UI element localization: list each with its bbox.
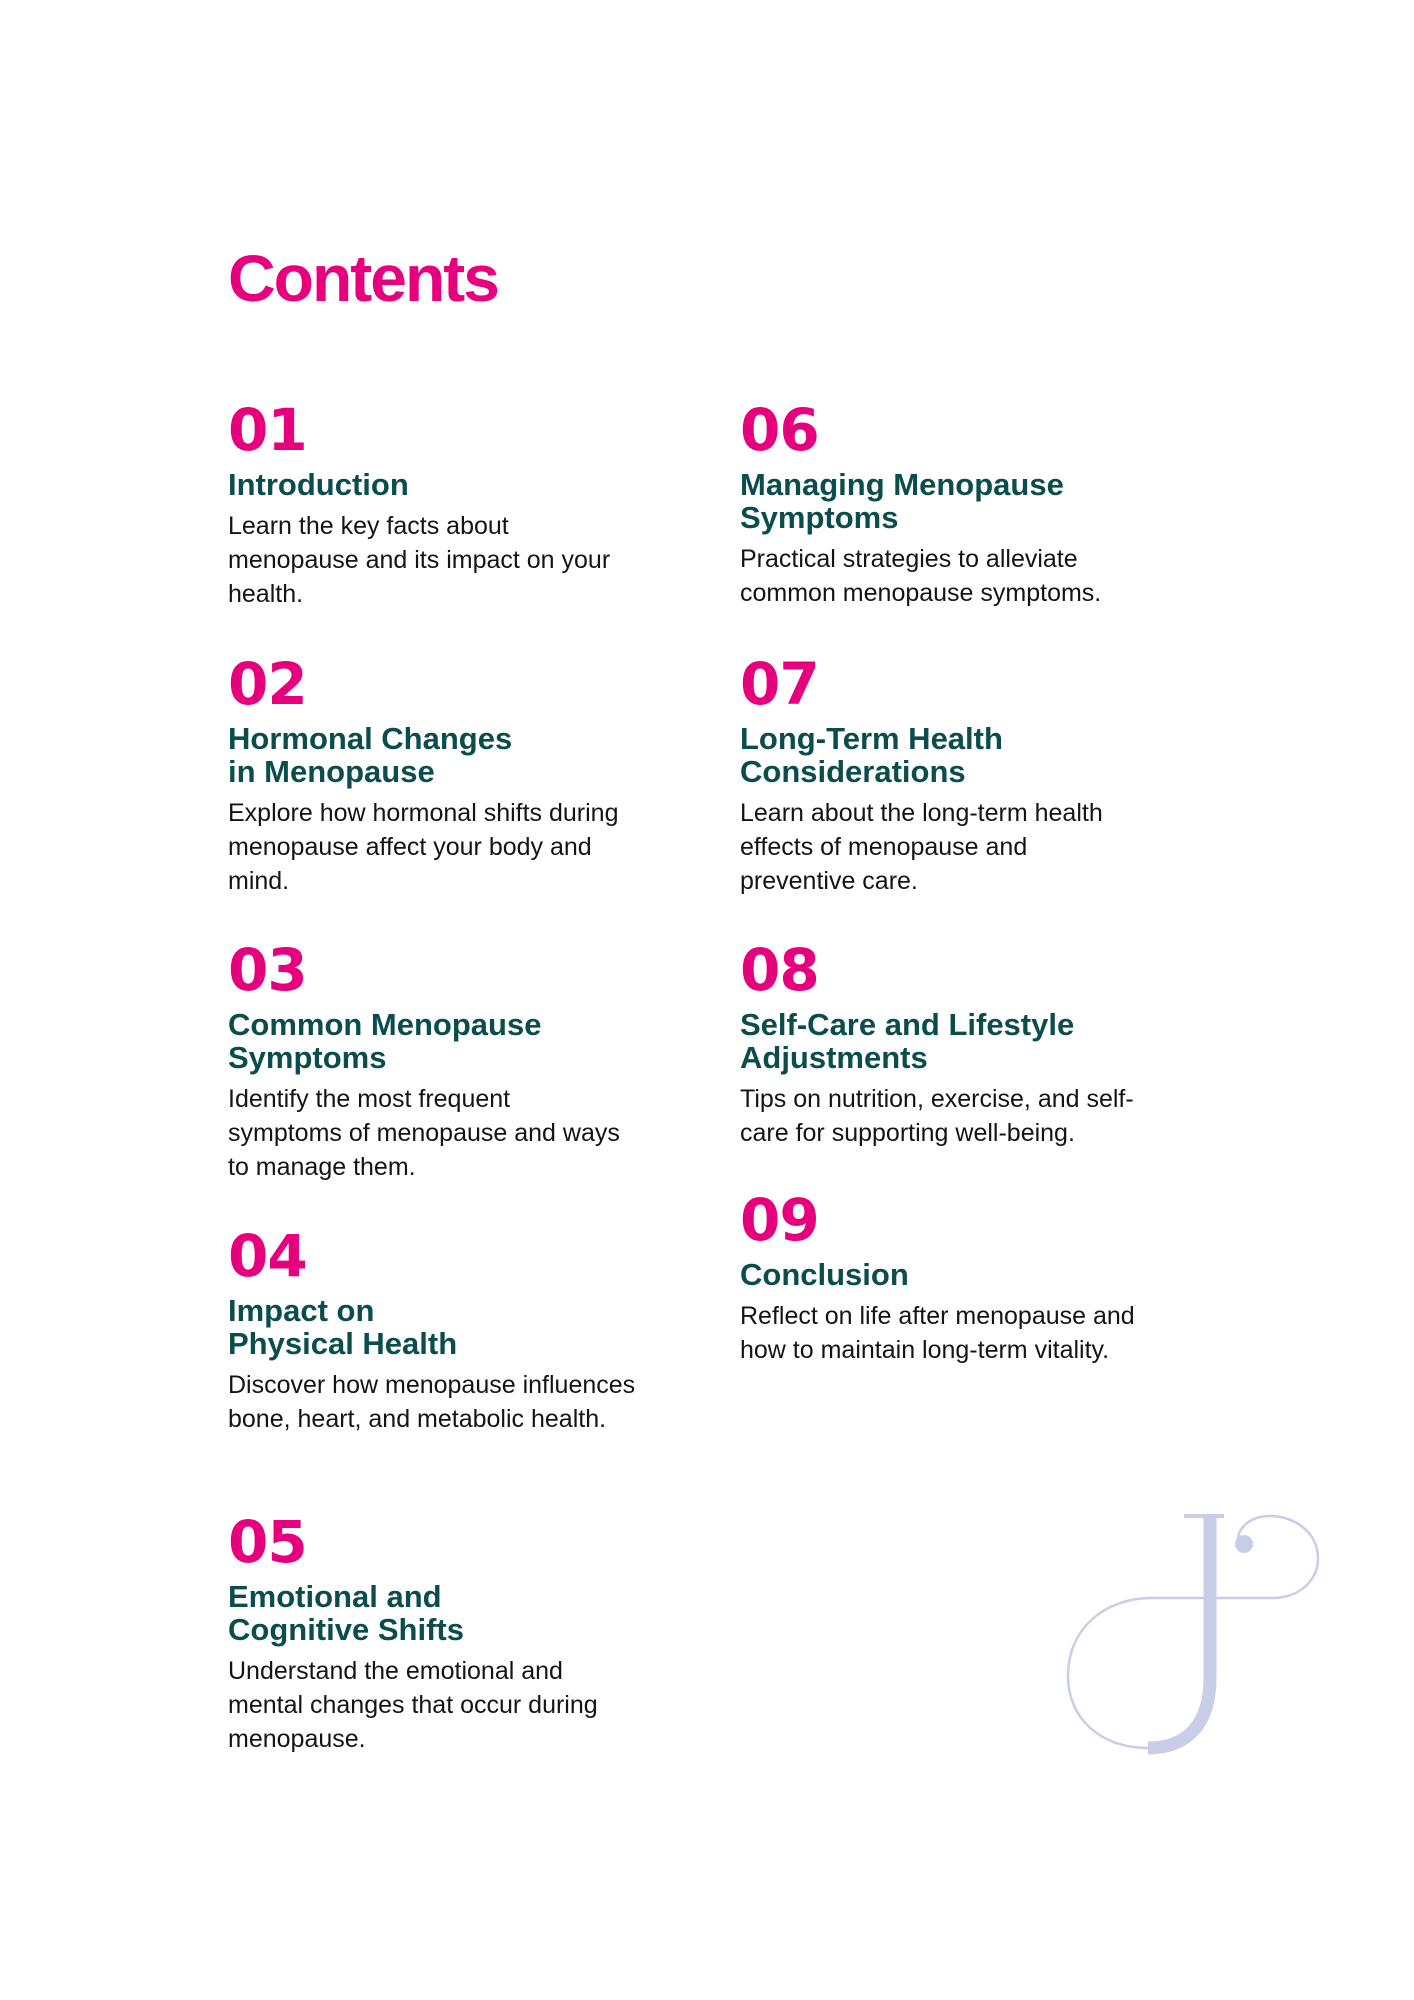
toc-description: Understand the emotional and mental changes that occur during menopause. [228, 1657, 598, 1753]
toc-number: 09 [740, 1186, 819, 1254]
toc-number: 01 [228, 396, 307, 464]
toc-item-08 [740, 938, 1210, 1150]
toc-heading: Emotional and Cognitive Shifts [228, 1579, 464, 1647]
toc-item-04 [228, 1224, 698, 1436]
toc-number: 06 [740, 396, 819, 464]
toc-number: 04 [228, 1222, 307, 1290]
page-title: Contents [228, 241, 498, 315]
toc-item-03 [228, 938, 698, 1184]
toc-heading: Self-Care and Lifestyle Adjustments [740, 1007, 1075, 1075]
toc-item-09 [740, 1188, 1210, 1367]
toc-heading: Long-Term Health Considerations [740, 721, 1003, 789]
toc-description: Discover how menopause influences bone, heart, and metabolic health. [228, 1371, 636, 1433]
toc-item-02 [228, 652, 698, 898]
toc-number: 08 [740, 936, 819, 1004]
toc-item-06 [740, 398, 1210, 610]
toc-heading: Managing Menopause Symptoms [740, 467, 1064, 535]
toc-description: Learn the key facts about menopause and its impact on your health. [228, 512, 611, 608]
toc-item-05 [228, 1510, 698, 1756]
toc-description: Practical strategies to alleviate common menopause symptoms. [740, 545, 1102, 607]
toc-heading: Hormonal Changes in Menopause [228, 721, 513, 789]
toc-item-01 [228, 398, 698, 611]
toc-number: 03 [228, 936, 307, 1004]
toc-number: 05 [228, 1508, 307, 1576]
toc-description: Reflect on life after menopause and how to maintain long-term vitality. [740, 1302, 1135, 1364]
toc-description: Identify the most frequent symptoms of menopause and ways to manage them. [228, 1085, 620, 1181]
toc-number: 02 [228, 650, 307, 718]
toc-heading: Common Menopause Symptoms [228, 1007, 542, 1075]
monogram-logo-icon [1060, 1508, 1320, 1758]
toc-number: 07 [740, 650, 819, 718]
toc-description: Explore how hormonal shifts during menopause affect your body and mind. [228, 799, 619, 895]
toc-item-07 [740, 652, 1210, 898]
toc-description: Learn about the long-term health effects of menopause and preventive care. [740, 799, 1103, 895]
toc-heading: Conclusion [740, 1257, 909, 1292]
toc-description: Tips on nutrition, exercise, and self- care for supporting well-being. [740, 1085, 1134, 1147]
toc-heading: Introduction [228, 467, 409, 502]
toc-heading: Impact on Physical Health [228, 1293, 458, 1361]
